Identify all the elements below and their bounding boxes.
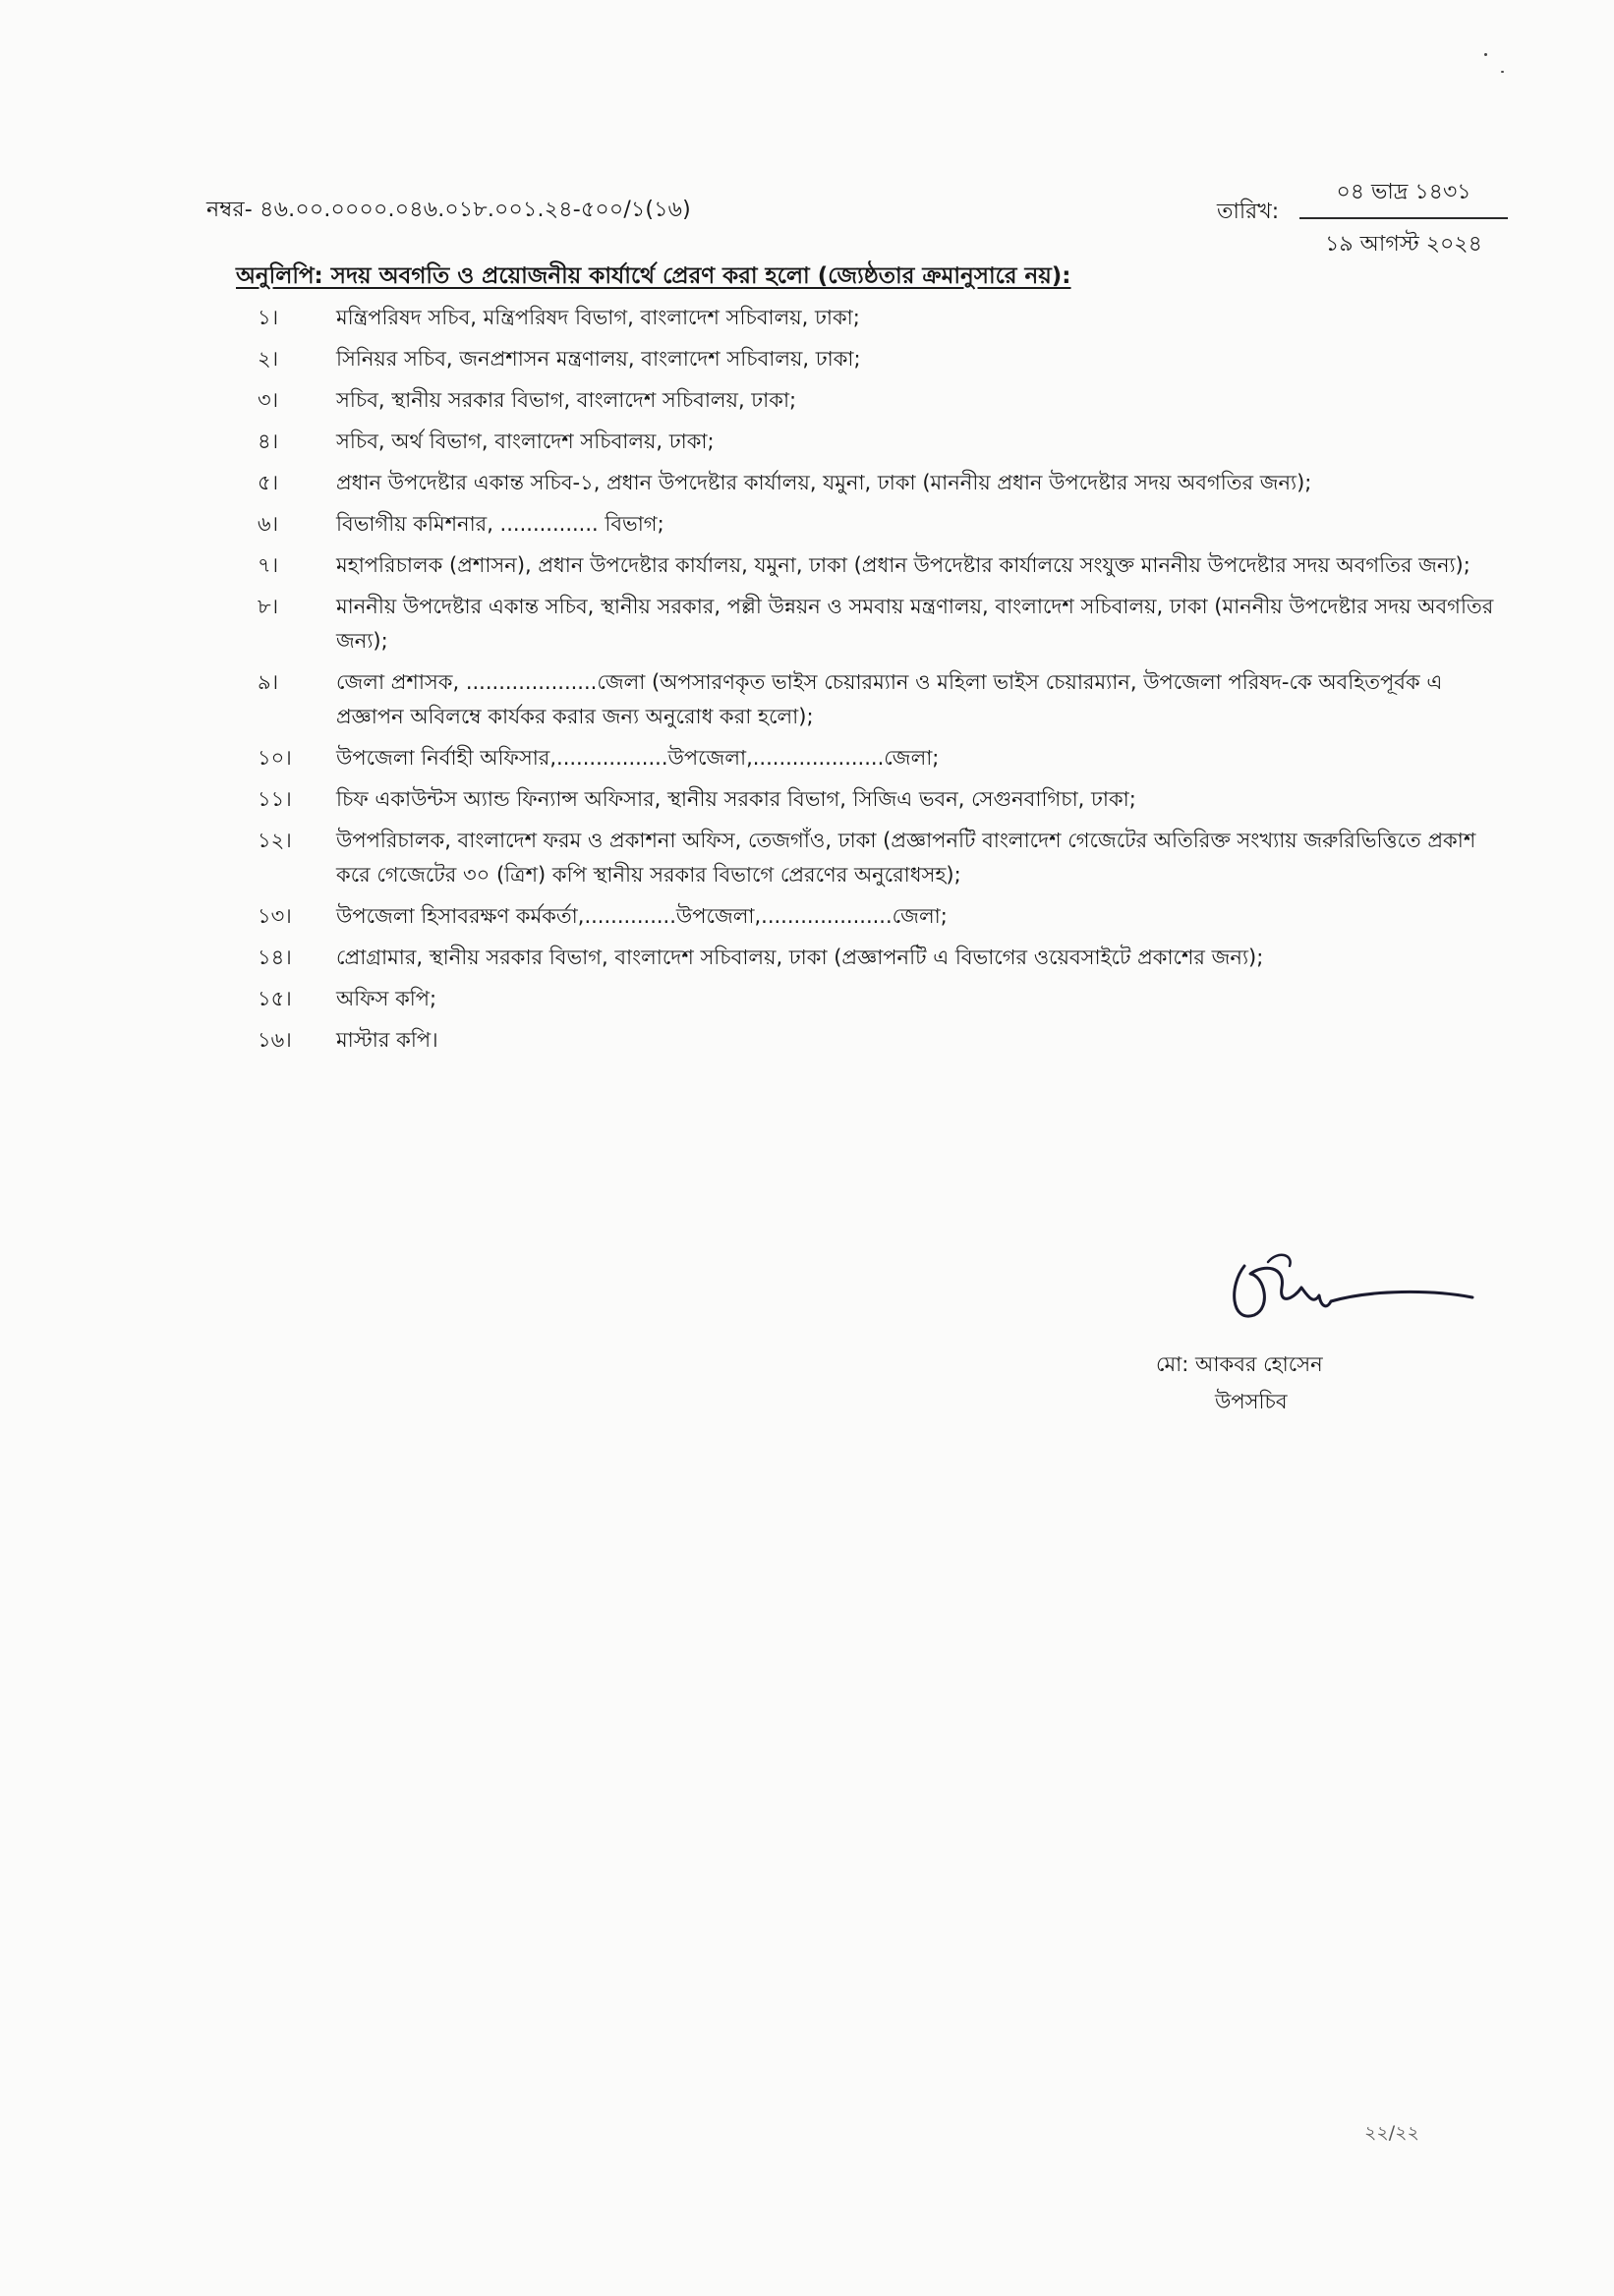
list-item-number: ২।: [258, 347, 279, 371]
signature-stroke: [1268, 1255, 1291, 1266]
list-item-number: ৫।: [258, 471, 279, 494]
list-item: [258, 982, 1535, 1016]
list-item: [258, 782, 1535, 817]
scan-speck: [1501, 71, 1504, 73]
list-item: [258, 507, 1535, 542]
list-item: [258, 824, 1535, 892]
list-item: [258, 941, 1535, 975]
list-item-text: প্রোগ্রামার, স্থানীয় সরকার বিভাগ, বাংলাদেশ সচিবালয়, ঢাকা (প্রজ্ঞাপনটি এ বিভাগের ওয়েবসাইটে প্রকাশের জন্য);: [336, 946, 1264, 969]
list-item-text: উপপরিচালক, বাংলাদেশ ফরম ও প্রকাশনা অফিস, তেজগাঁও, ঢাকা (প্রজ্ঞাপনটি বাংলাদেশ গেজেটের অতিরিক্ত সংখ্যায় জরুরিভিত্তিতে প্রকাশ করে গেজেটের ৩০ (ত্রিশ) কপি স্থানীয় সরকার বিভাগে প্রেরণের অনুরোধসহ);: [336, 829, 1476, 887]
list-item-number: ৪।: [258, 430, 279, 453]
cc-heading: [236, 258, 1071, 296]
list-item-number: ১০।: [258, 746, 292, 770]
memo-number-label: নম্বর-: [206, 198, 253, 222]
list-item-text: সচিব, অর্থ বিভাগ, বাংলাদেশ সচিবালয়, ঢাকা;: [336, 430, 715, 453]
list-item-number: ৯।: [258, 670, 279, 694]
list-item-text: অফিস কপি;: [336, 987, 437, 1010]
list-item-number: ৩।: [258, 388, 279, 412]
memo-number: [206, 193, 691, 229]
list-item: [258, 1023, 1535, 1058]
list-item: [258, 741, 1535, 775]
list-item-number: ৮।: [258, 595, 279, 618]
scan-speck: [1484, 53, 1487, 56]
date-label: তারিখ:: [1217, 200, 1280, 224]
list-item-text: বিভাগীয় কমিশনার, ............... বিভাগ;: [336, 512, 664, 536]
list-item: [258, 301, 1535, 335]
date-block: [1299, 175, 1508, 263]
cc-heading-text: অনুলিপি: সদয় অবগতি ও প্রয়োজনীয় কার্যার্থে প্রেরণ করা হলো (জ্যেষ্ঠতার ক্রমানুসারে নয়):: [236, 263, 1071, 289]
list-item-text: জেলা প্রশাসক, ....................জেলা (অপসারণকৃত ভাইস চেয়ারম্যান ও মহিলা ভাইস চেয়ারম্যান, উপজেলা পরিষদ-কে অবহিতপূর্বক এ প্রজ্ঞাপন অবিলম্বে কার্যকর করার জন্য অনুরোধ করা হলো);: [336, 670, 1443, 728]
list-item: [258, 425, 1535, 459]
list-item-text: সিনিয়র সচিব, জনপ্রশাসন মন্ত্রণালয়, বাংলাদেশ সচিবালয়, ঢাকা;: [336, 347, 861, 371]
list-item-text: উপজেলা হিসাবরক্ষণ কর্মকর্তা,..............উপজেলা,....................জেলা;: [336, 904, 948, 928]
list-item-number: ১৬।: [258, 1028, 292, 1052]
list-item-number: ৭।: [258, 553, 279, 577]
signature-stroke: [1235, 1266, 1472, 1316]
cc-list: [258, 301, 1535, 1064]
signature: [1225, 1236, 1480, 1345]
memo-number-value: ৪৬.০০.০০০০.০৪৬.০১৮.০০১.২৪-৫০০/১(১৬): [259, 198, 691, 222]
list-item-text: প্রধান উপদেষ্টার একান্ত সচিব-১, প্রধান উপদেষ্টার কার্যালয়, যমুনা, ঢাকা (মাননীয় প্রধান উপদেষ্টার সদয় অবগতির জন্য);: [336, 471, 1312, 494]
signatory-designation: উপসচিব: [1215, 1390, 1288, 1413]
list-item: [258, 342, 1535, 376]
list-item-number: ১।: [258, 306, 279, 329]
list-item-text: উপজেলা নির্বাহী অফিসার,.................উপজেলা,....................জেলা;: [336, 746, 940, 770]
list-item-text: মাননীয় উপদেষ্টার একান্ত সচিব, স্থানীয় সরকার, পল্লী উন্নয়ন ও সমবায় মন্ত্রণালয়, বাংলাদেশ সচিবালয়, ঢাকা (মাননীয় উপদেষ্টার সদয় অবগতির জন্য);: [336, 595, 1494, 653]
list-item-number: ৬।: [258, 512, 279, 536]
list-item: [258, 665, 1535, 734]
list-item-number: ১১।: [258, 787, 292, 811]
list-item-number: ১৩।: [258, 904, 292, 928]
signatory-name: মো: আকবর হোসেন: [1156, 1352, 1323, 1376]
list-item-number: ১৪।: [258, 946, 292, 969]
list-item-number: ১২।: [258, 829, 292, 852]
page-number: ২২/২২: [1364, 2122, 1419, 2144]
list-item-number: ১৫।: [258, 987, 292, 1010]
list-item: [258, 466, 1535, 500]
list-item-text: সচিব, স্থানীয় সরকার বিভাগ, বাংলাদেশ সচিবালয়, ঢাকা;: [336, 388, 797, 412]
list-item-text: মন্ত্রিপরিষদ সচিব, মন্ত্রিপরিষদ বিভাগ, বাংলাদেশ সচিবালয়, ঢাকা;: [336, 306, 860, 329]
list-item-text: মাস্টার কপি।: [336, 1028, 438, 1052]
list-item: [258, 383, 1535, 418]
list-item-text: চিফ একাউন্টস অ্যান্ড ফিন্যান্স অফিসার, স্থানীয় সরকার বিভাগ, সিজিএ ভবন, সেগুনবাগিচা, ঢাকা;: [336, 787, 1136, 811]
list-item: [258, 548, 1535, 583]
list-item-text: মহাপরিচালক (প্রশাসন), প্রধান উপদেষ্টার কার্যালয়, যমুনা, ঢাকা (প্রধান উপদেষ্টার কার্যালয়ে সংযুক্ত মাননীয় উপদেষ্টার সদয় অবগতির জন্য);: [336, 553, 1470, 577]
date-bangla: ০৪ ভাদ্র ১৪৩১: [1299, 175, 1508, 219]
list-item: [258, 899, 1535, 934]
date-gregorian: ১৯ আগস্ট ২০২৪: [1325, 232, 1482, 257]
list-item: [258, 590, 1535, 659]
